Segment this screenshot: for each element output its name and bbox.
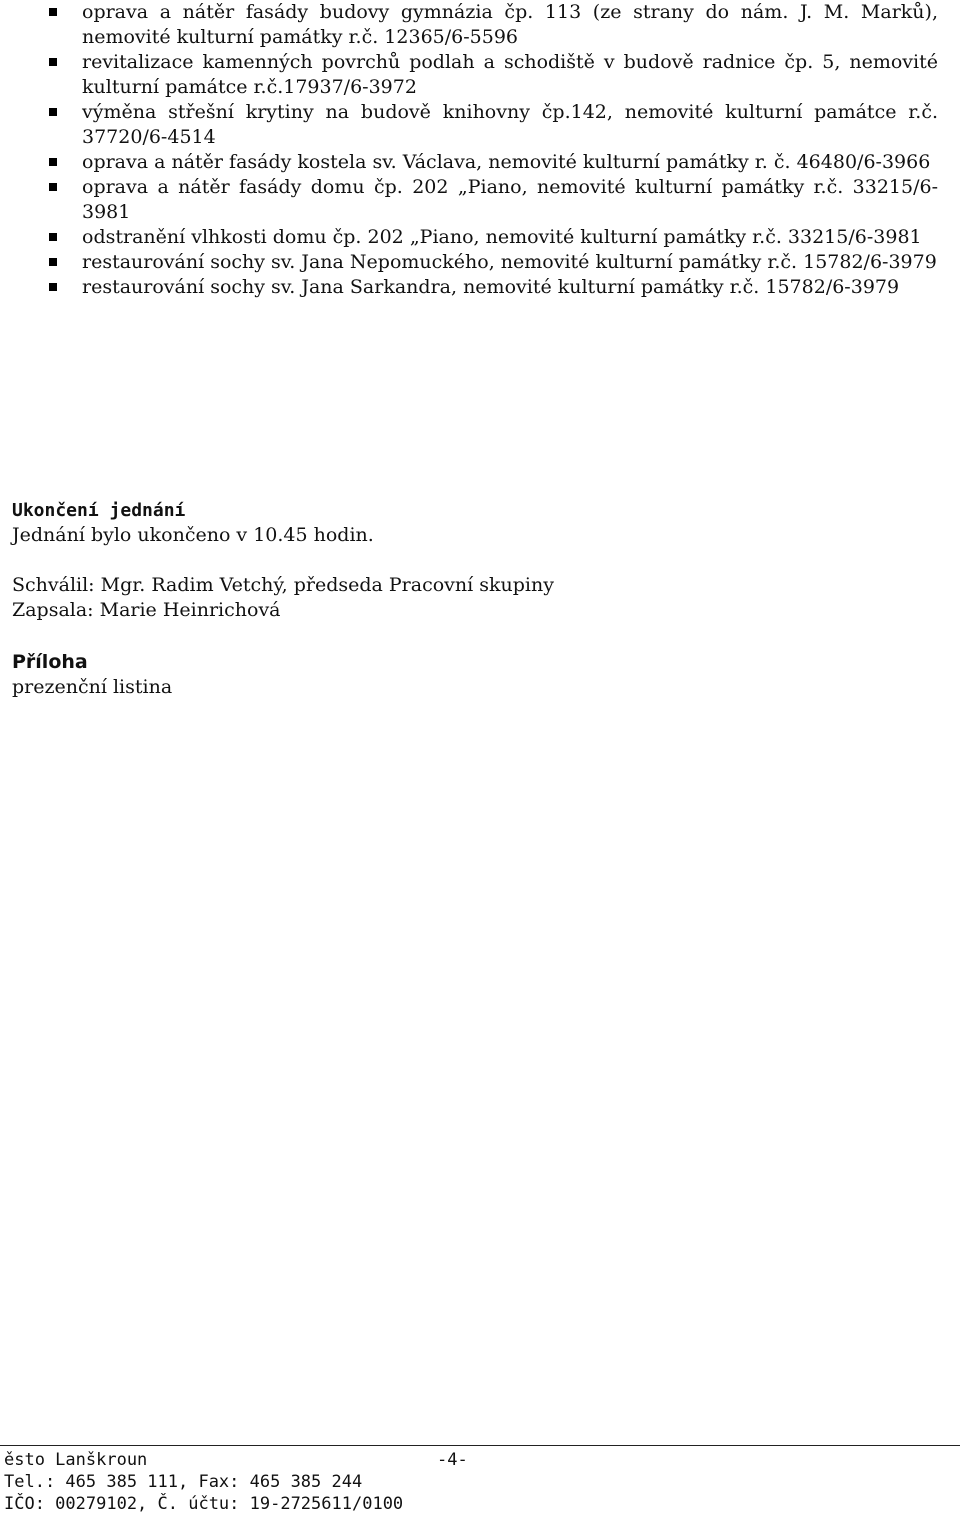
bullet-square-icon (49, 258, 57, 266)
list-item-text: oprava a nátěr fasády budovy gymnázia čp. 113 (ze strany do nám. J. M. Marků), nemovité kulturní památky r.č. 12365/6-5596 (82, 1, 938, 48)
list-item (0, 275, 960, 300)
list-item-text: oprava a nátěr fasády kostela sv. Václava, nemovité kulturní památky r. č. 46480/6-3966 (82, 151, 931, 173)
list-item (0, 250, 960, 275)
list-item-text: oprava a nátěr fasády domu čp. 202 „Piano, nemovité kulturní památky r.č. 33215/6-3981 (82, 176, 938, 223)
page-number: -4- (437, 1450, 468, 1470)
list-item-text: restaurování sochy sv. Jana Nepomuckého, nemovité kulturní památky r.č. 15782/6-3979 (82, 251, 937, 273)
list-item-text: restaurování sochy sv. Jana Sarkandra, nemovité kulturní památky r.č. 15782/6-3979 (82, 276, 900, 298)
list-item (0, 50, 960, 100)
bullet-square-icon (49, 183, 57, 191)
closing-heading: Ukončení jednání (12, 500, 186, 521)
list-item (0, 175, 960, 225)
footer-contacts: Tel.: 465 385 111, Fax: 465 385 244 (4, 1472, 363, 1492)
footer-divider (0, 1445, 960, 1446)
footer-town: ěsto Lanškroun (4, 1450, 148, 1470)
bullet-square-icon (49, 58, 57, 66)
footer-registration: IČO: 00279102, Č. účtu: 19-2725611/0100 (4, 1494, 404, 1514)
list-item (0, 0, 960, 50)
heritage-repairs-list (0, 0, 960, 300)
list-item-text: odstranění vlhkosti domu čp. 202 „Piano, nemovité kulturní památky r.č. 33215/6-3981 (82, 226, 922, 248)
list-item (0, 150, 960, 175)
approved-by: Schválil: Mgr. Radim Vetchý, předseda Pracovní skupiny (12, 574, 554, 596)
closing-text: Jednání bylo ukončeno v 10.45 hodin. (12, 524, 374, 546)
list-item (0, 225, 960, 250)
recorded-by: Zapsala: Marie Heinrichová (12, 599, 281, 621)
list-item (0, 100, 960, 150)
bullet-square-icon (49, 283, 57, 291)
attachment-text: prezenční listina (12, 676, 173, 698)
bullet-square-icon (49, 158, 57, 166)
bullet-square-icon (49, 8, 57, 16)
list-item-text: revitalizace kamenných povrchů podlah a schodiště v budově radnice čp. 5, nemovité kulturní památce r.č.17937/6-3972 (82, 51, 938, 98)
bullet-square-icon (49, 108, 57, 116)
attachment-heading: Příloha (12, 651, 88, 673)
bullet-square-icon (49, 233, 57, 241)
list-item-text: výměna střešní krytiny na budově knihovny čp.142, nemovité kulturní památce r.č. 37720/6-4514 (82, 101, 938, 148)
